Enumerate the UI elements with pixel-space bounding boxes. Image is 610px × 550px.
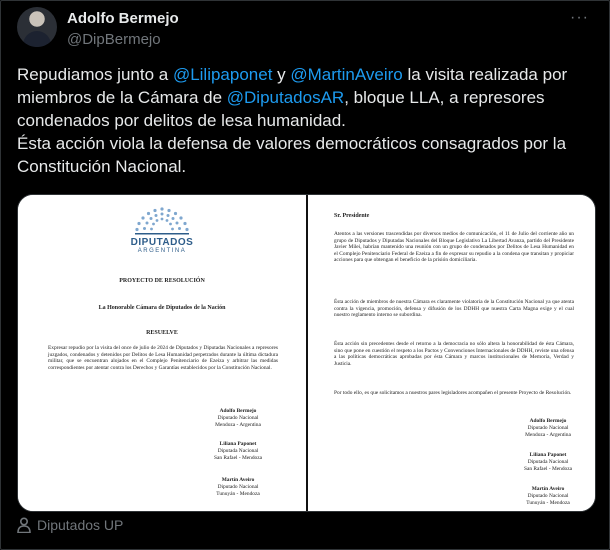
signature-role: Diputado Nacional: [217, 414, 259, 421]
signature-role: Diputado Nacional: [527, 492, 569, 499]
signature-name: Martín Aveiro: [221, 477, 255, 483]
signature-name: Adolfo Bermejo: [219, 408, 257, 414]
signature-place: San Rafael - Mendoza: [213, 454, 263, 461]
author-name[interactable]: Adolfo Bermejo: [67, 10, 179, 27]
diputados-logo: [114, 205, 210, 254]
tweet-text-part: y: [272, 65, 291, 84]
tagged-user[interactable]: [17, 517, 123, 533]
signature-name: Liliana Paponet: [219, 441, 257, 447]
signature-block: [198, 408, 278, 428]
signature-name: Liliana Paponet: [529, 452, 567, 458]
signature-role: Diputada Nacional: [217, 447, 259, 454]
paragraph-4: Por todo ello, es que solicitamos a nuestros pares legisladores acompañen el presente Proyecto de Resolución.: [334, 390, 572, 396]
paragraph-2: Ésta acción de miembros de nuestra Cámara es claramente violatoria de la Constitución Nacional ya que atenta contra la vigencia, promoción, defensa y difusión de los DDHH que nuestra Carta Magna exige y el cual nuestro reglamento interno se subordina.: [334, 299, 574, 319]
avatar[interactable]: [17, 7, 57, 47]
signature-block: [508, 452, 588, 472]
document-page-left: [18, 195, 306, 512]
mention-diputadosar[interactable]: @DiputadosAR: [226, 88, 345, 107]
tweet-text: [17, 63, 597, 178]
signature-name: Martín Aveiro: [531, 486, 565, 492]
signature-place: San Rafael - Mendoza: [523, 465, 573, 472]
signature-role: Diputada Nacional: [527, 458, 569, 465]
signature-place: Mendoza - Argentina: [215, 421, 261, 428]
attached-image[interactable]: [17, 194, 596, 512]
congress-dome-icon: [129, 205, 195, 235]
document-chamber: La Honorable Cámara de Diputados de la Nación: [98, 305, 226, 311]
author-handle[interactable]: @DipBermejo: [67, 31, 161, 48]
logo-text-top: DIPUTADOS: [130, 237, 194, 248]
mention-lilipaponet[interactable]: @Lilipaponet: [172, 65, 273, 84]
signature-block: [198, 477, 278, 497]
signature-role: Diputado Nacional: [217, 483, 259, 490]
paragraph-1: Atentos a las versiones trascendidas por diversos medios de comunicación, el 11 de Julio del corriente año un grupo de Diputados y Diputadas Nacionales del Bloque Legislativo La Libertad Avanza, partido del Presidente Javier Milei, habrían mantenido una reunión con un grupo de condenados por Delitos de Lesa Humanidad en el Complejo Penitenciario Federal de Ezeiza a fin de expresar su repudio a la condena que transitan y propiciar acciones para que obtengan el beneficio de la prisión domiciliaria.: [334, 231, 574, 264]
person-icon: [17, 517, 31, 533]
signature-block: [508, 418, 588, 438]
tweet-text-part: Repudiamos junto a: [17, 65, 173, 84]
signature-block: [508, 486, 588, 506]
signature-place: Mendoza - Argentina: [525, 431, 571, 438]
signature-place: Tunuyán - Mendoza: [526, 499, 570, 506]
mention-martinaveiro[interactable]: @MartinAveiro: [290, 65, 403, 84]
document-heading: PROYECTO DE RESOLUCIÓN: [119, 278, 205, 284]
logo-text-bottom: ARGENTINA: [137, 248, 187, 254]
tweet-text-part: la visita realizada por miembros de la Cámara de: [17, 65, 568, 107]
salutation: Sr. Presidente: [334, 213, 370, 219]
paragraph-3: Ésta acción sin precedentes desde el retorno a la democracia no sólo altera la honorabilidad de ésta Cámara, sino que pone en cuestión el respeto a los Pactos y Convenciones Internacionales de DDHH, reviste una ofensa a las políticas democráticas aprobadas por ésta Cámara y marcos institucionales de Memoria, Verdad y Justicia.: [334, 341, 574, 367]
signature-block: [198, 441, 278, 461]
signature-name: Adolfo Bermejo: [529, 418, 567, 424]
document-resolves: RESUELVE: [146, 330, 178, 336]
signature-role: Diputado Nacional: [527, 424, 569, 431]
tagged-user-label[interactable]: Diputados UP: [37, 517, 124, 533]
more-options-icon[interactable]: ···: [570, 9, 589, 26]
tweet-text-part: Ésta acción viola la defensa de valores democráticos consagrados por la Constitución Nacional.: [17, 134, 567, 176]
resolution-text: Expresar repudio por la visita del once de julio de 2024 de Diputados y Diputadas Nacionales a represores juzgados, condenados y detenidos por Delitos de Lesa Humanidad perpetrados durante la última dictadura militar, que se encuentran alojados en el Complejo Penitenciario de Ezeiza y arbitrar las medidas correspondientes por atentar contra los Derechos y Garantías establecidos por la Constitución Nacional.: [48, 345, 278, 371]
tweet-text-part: , bloque LLA, a represores condenados por delitos de lesa humanidad.: [17, 88, 545, 130]
signature-place: Tunuyán - Mendoza: [216, 490, 260, 497]
document-page-right: [308, 195, 596, 512]
